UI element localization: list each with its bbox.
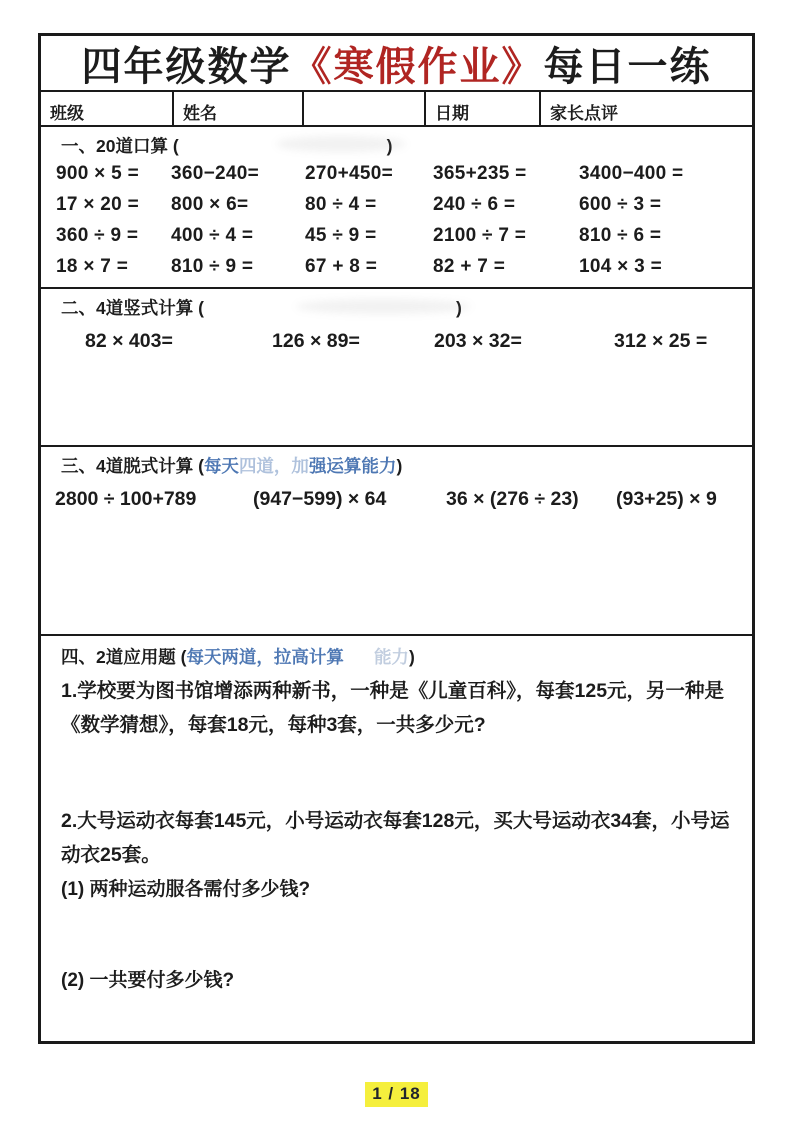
oral-problem: 900 × 5 = [56,163,139,184]
paren-open: ( [172,136,179,156]
oral-problem: 800 × 6= [171,194,249,215]
oral-problem: 80 ÷ 4 = [305,194,377,215]
vertical-problem: 82 × 403= [85,330,173,352]
oral-problem: 82 + 7 = [433,256,506,277]
page-footer [0,1082,793,1107]
stepwise-problem: 36 × (276 ÷ 23) [446,488,579,510]
oral-problem: 600 ÷ 3 = [579,194,662,215]
oral-problem: 400 ÷ 4 = [171,225,254,246]
worksheet-page [38,33,755,1044]
paren-close: ) [408,647,415,667]
paren-open: ( [180,647,187,667]
section2-heading-text: 二、4道竖式计算 [61,298,194,318]
section3-note: 每天 [203,456,239,476]
oral-problem: 365+235 = [433,163,527,184]
stepwise-problem: (93+25) × 9 [616,488,717,510]
section-oral-calc [41,127,752,289]
section-stepwise-calc [41,447,752,636]
oral-problem: 360 ÷ 9 = [56,225,139,246]
oral-problem: 240 ÷ 6 = [433,194,516,215]
oral-problem: 18 × 7 = [56,256,129,277]
word-problem-2-q2: (2) 一共要付多少钱? [61,970,235,991]
section4-heading [53,644,744,670]
oral-problem: 810 ÷ 6 = [579,225,662,246]
section1-heading [53,133,744,159]
oral-problem-grid [53,163,744,278]
parent-comment-label: 家长点评 [550,104,618,123]
section4-note: 每天两道，拉高计算 [186,647,344,667]
section3-heading [53,453,744,479]
stepwise-problem: 2800 ÷ 100+789 [55,488,197,510]
word-problem-2: 2.大号运动衣每套145元，小号运动衣每套128元，买大号运动衣34套，小号运动衣25套。 [61,810,730,866]
paren-close: ) [396,456,403,476]
title-suffix: 每日一练 [543,42,712,90]
title-prefix: 四年级数学 [81,42,292,90]
title-highlight: 《寒假作业》 [291,42,544,90]
paren-close: ) [455,298,462,318]
paren-close: ) [386,136,393,156]
section4-heading-text: 四、2道应用题 [61,647,176,667]
oral-problem: 2100 ÷ 7 = [433,225,527,246]
section3-note-faded: 四道，加 [238,456,309,476]
page-indicator: 1 / 18 [365,1082,428,1107]
class-field-label: 班级 [41,92,174,125]
oral-problem: 45 ÷ 9 = [305,225,377,246]
word-problem-1: 1.学校要为图书馆增添两种新书，一种是《儿童百科》，每套125元，另一种是《数学猜想》，每套18元，每种3套，一共多少元? [61,680,725,736]
stepwise-problem-row [53,488,744,511]
oral-problem: 104 × 3 = [579,256,662,277]
oral-problem: 17 × 20 = [56,194,139,215]
vertical-problem: 312 × 25 = [614,330,708,352]
section1-heading-text: 一、20道口算 [61,136,168,156]
section4-note-erased: 能力 [373,647,409,667]
vertical-problem: 126 × 89= [272,330,360,352]
section3-note: 强运算能力 [308,456,397,476]
empty-field-cell [304,92,426,125]
paren-open: ( [198,456,204,476]
oral-problem: 3400−400 = [579,163,684,184]
info-header-row [41,92,752,127]
section-word-problems [41,636,752,1041]
stepwise-problem: (947−599) × 64 [253,488,387,510]
date-field-label: 日期 [426,92,541,125]
vertical-problem-row [53,330,744,353]
section-vertical-calc [41,289,752,447]
oral-problem: 270+450= [305,163,393,184]
oral-problem: 67 + 8 = [305,256,378,277]
oral-problem: 360−240= [171,163,259,184]
oral-problem: 810 ÷ 9 = [171,256,254,277]
word-problem-2-q1: (1) 两种运动服各需付多少钱? [61,879,311,900]
worksheet-title [41,36,752,92]
section3-heading-text: 三、4道脱式计算 [61,456,194,476]
paren-open: ( [198,298,204,318]
vertical-problem: 203 × 32= [434,330,522,352]
section2-heading [53,295,744,321]
name-field-label: 姓名 [174,92,304,125]
